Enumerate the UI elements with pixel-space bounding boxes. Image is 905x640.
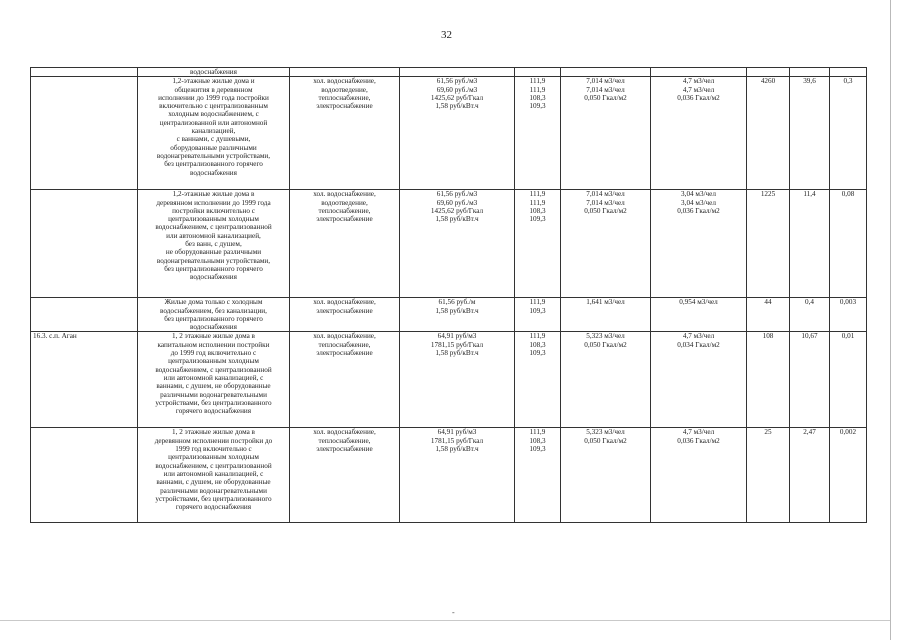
page-bottom-edge xyxy=(0,620,890,621)
services-cell xyxy=(290,332,400,428)
norm-cell-2 xyxy=(651,77,747,190)
cell-line: централизованным холодным xyxy=(168,453,259,462)
cell-line: 1,2-этажные жилые дома и xyxy=(172,77,255,86)
value-cell-2: 10,67 xyxy=(790,332,830,428)
settlement-cell: 16.3. с.п. Аган xyxy=(31,332,138,428)
cell-line: капитальном исполнении постройки xyxy=(157,340,270,349)
cell-line: водоснабжением, с централизованной xyxy=(155,365,272,374)
value-cell-3: 0,002 xyxy=(830,428,867,523)
cell-line: 109,3 xyxy=(529,349,546,358)
cell-line: 111,9 xyxy=(529,85,546,94)
cell-line: 7,014 м3/чел xyxy=(586,77,625,86)
cell-line: 108,3 xyxy=(529,206,546,215)
value-cell-1: 1225 xyxy=(747,190,790,298)
table-row xyxy=(31,298,867,332)
value-cell-1: 25 xyxy=(747,428,790,523)
cell-line: деревянном исполнении постройки до xyxy=(154,436,273,445)
cell-line: горячего водоснабжения xyxy=(175,407,252,416)
settlement-cell xyxy=(31,428,138,523)
cell-line: 64,91 руб/м3 xyxy=(437,332,477,341)
index-cell xyxy=(515,190,561,298)
settlement-cell xyxy=(31,68,138,77)
settlement-cell xyxy=(31,190,138,298)
cell-line: 69,60 руб./м3 xyxy=(436,85,478,94)
cell-line: 3,04 м3/чел xyxy=(681,190,716,199)
cell-line: или автономной канализацией, с xyxy=(163,373,264,382)
services-cell xyxy=(290,428,400,523)
cell-line: водонагревательными устройствами, xyxy=(156,256,271,265)
cell-line: водоотведение, xyxy=(321,85,368,94)
building-type-cell xyxy=(138,428,290,523)
norm-cell-1 xyxy=(561,428,651,523)
cell-line: 0,050 Гкал/м2 xyxy=(584,436,627,445)
cell-line: 1, 2 этажные жилые дома в xyxy=(172,428,255,437)
value-cell-2: 39,6 xyxy=(790,77,830,190)
cell-line: хол. водоснабжение, xyxy=(313,298,376,307)
tariffs-cell xyxy=(400,332,515,428)
table-row xyxy=(31,190,867,298)
cell-line: без централизованного горячего xyxy=(164,264,263,273)
cell-line: горячего водоснабжения xyxy=(175,503,252,512)
header-fragment-row xyxy=(31,68,867,77)
cell-line: постройки включительно с xyxy=(172,206,255,215)
cell-line: 69,60 руб./м3 xyxy=(436,198,478,207)
settlement-cell xyxy=(31,77,138,190)
tariffs-cell xyxy=(400,298,515,332)
cell-line: 4,7 м3/чел xyxy=(682,428,715,437)
cell-line: 1425,62 руб/Гкал xyxy=(430,206,484,215)
norm-cell-1 xyxy=(561,332,651,428)
cell-line: 1425,62 руб/Гкал xyxy=(430,93,484,102)
cell-line: централизованной или автономной xyxy=(159,118,268,127)
building-type-cell xyxy=(138,298,290,332)
value-cell-1: 108 xyxy=(747,332,790,428)
scan-mark: - xyxy=(452,608,455,617)
cell-line: устройствами, без централизованного xyxy=(155,398,272,407)
settlement-cell xyxy=(31,298,138,332)
cell-line: 5,323 м3/чел xyxy=(586,332,625,341)
header-fragment: водоснабжения xyxy=(138,68,290,77)
norm-cell-1 xyxy=(561,190,651,298)
index-cell xyxy=(515,298,561,332)
norm-cell-2 xyxy=(651,190,747,298)
cell-line: 1, 2 этажные жилые дома в xyxy=(172,332,255,341)
cell-line: холодным водоснабжением, с xyxy=(168,110,259,119)
cell-line: без ванн, с душем, xyxy=(185,240,242,249)
cell-line: не оборудованные различными xyxy=(165,248,262,257)
cell-line: 1999 год включительно с xyxy=(175,445,252,454)
cell-line: электроснабжение xyxy=(316,445,373,454)
cell-line: хол. водоснабжение, xyxy=(313,190,376,199)
cell-line: или автономной канализацией, xyxy=(166,231,261,240)
cell-line: 111,9 xyxy=(529,198,546,207)
cell-line: водоотведение, xyxy=(321,198,368,207)
cell-line: электроснабжение xyxy=(316,102,373,111)
cell-line: 0,050 Гкал/м2 xyxy=(584,93,627,102)
cell-line: водоснабжением, с централизованной xyxy=(155,223,272,232)
cell-line: ваннами, с душем, не оборудованные xyxy=(156,478,271,487)
cell-line: централизованным холодным xyxy=(168,357,259,366)
cell-line: 111,9 xyxy=(529,77,546,86)
cell-line: водоснабжением, без канализации, xyxy=(160,306,267,315)
cell-line: водоснабжения xyxy=(190,168,237,177)
cell-line: теплоснабжение, xyxy=(318,206,371,215)
cell-line: 4,7 м3/чел xyxy=(682,85,715,94)
cell-line: централизованным холодным xyxy=(168,215,259,224)
cell-line: теплоснабжение, xyxy=(318,93,371,102)
tariffs-cell xyxy=(400,77,515,190)
cell-line: 109,3 xyxy=(529,102,546,111)
cell-line: электроснабжение xyxy=(316,306,373,315)
tariffs-cell xyxy=(400,190,515,298)
value-cell-1: 4260 xyxy=(747,77,790,190)
table-row xyxy=(31,428,867,523)
cell-line: 3,04 м3/чел xyxy=(681,198,716,207)
value-cell-2: 11,4 xyxy=(790,190,830,298)
cell-line: 1,2-этажные жилые дома в xyxy=(172,190,255,199)
norm-cell-2 xyxy=(651,332,747,428)
cell-line: теплоснабжение, xyxy=(318,436,371,445)
cell-line: хол. водоснабжение, xyxy=(313,77,376,86)
norm-cell-1 xyxy=(561,298,651,332)
index-cell xyxy=(515,77,561,190)
cell-line: 1,641 м3/чел xyxy=(586,298,625,307)
value-cell-2: 2,47 xyxy=(790,428,830,523)
cell-line: 109,3 xyxy=(529,215,546,224)
cell-line: 0,036 Гкал/м2 xyxy=(677,436,720,445)
cell-line: 1781,15 руб/Гкал xyxy=(430,340,484,349)
norm-cell-2 xyxy=(651,428,747,523)
tariff-table xyxy=(30,67,867,523)
cell-line: 61,56 руб./м xyxy=(438,298,476,307)
table-row xyxy=(31,77,867,190)
cell-line: 1,58 руб/кВт.ч xyxy=(435,445,479,454)
cell-line: с ваннами, с душевыми, xyxy=(176,135,251,144)
cell-line: без централизованного горячего xyxy=(164,160,263,169)
cell-line: хол. водоснабжение, xyxy=(313,332,376,341)
cell-line: 109,3 xyxy=(529,445,546,454)
cell-line: электроснабжение xyxy=(316,215,373,224)
cell-line: 111,9 xyxy=(529,332,546,341)
value-cell-3: 0,08 xyxy=(830,190,867,298)
services-cell xyxy=(290,298,400,332)
cell-line: до 1999 год включительно с xyxy=(170,349,257,358)
tariffs-cell xyxy=(400,428,515,523)
cell-line: устройствами, без централизованного xyxy=(155,494,272,503)
norm-cell-1 xyxy=(561,77,651,190)
cell-line: 0,954 м3/чел xyxy=(679,298,718,307)
value-cell-2: 0,4 xyxy=(790,298,830,332)
cell-line: Жилые дома только с холодным xyxy=(164,298,263,307)
cell-line: водоснабжением, с централизованной xyxy=(155,461,272,470)
cell-line: без централизованного горячего xyxy=(164,314,263,323)
cell-line: 0,036 Гкал/м2 xyxy=(677,206,720,215)
cell-line: 0,050 Гкал/м2 xyxy=(584,206,627,215)
cell-line: 109,3 xyxy=(529,306,546,315)
cell-line: 1,58 руб/кВт.ч xyxy=(435,306,479,315)
norm-cell-2 xyxy=(651,298,747,332)
value-cell-3: 0,01 xyxy=(830,332,867,428)
cell-line: канализацией, xyxy=(191,127,236,136)
cell-line: 7,014 м3/чел xyxy=(586,190,625,199)
cell-line: водоснабжения xyxy=(190,273,237,282)
building-type-cell xyxy=(138,190,290,298)
table-row xyxy=(31,332,867,428)
value-cell-1: 44 xyxy=(747,298,790,332)
cell-line: водонагревательными устройствами, xyxy=(156,151,271,160)
services-cell xyxy=(290,77,400,190)
cell-line: 108,3 xyxy=(529,93,546,102)
cell-line: 4,7 м3/чел xyxy=(682,77,715,86)
cell-line: хол. водоснабжение, xyxy=(313,428,376,437)
value-cell-3: 0,3 xyxy=(830,77,867,190)
cell-line: 108,3 xyxy=(529,340,546,349)
page-edge xyxy=(890,0,891,640)
cell-line: 4,7 м3/чел xyxy=(682,332,715,341)
cell-line: 111,9 xyxy=(529,190,546,199)
cell-line: ваннами, с душем, не оборудованные xyxy=(156,382,271,391)
cell-line: 108,3 xyxy=(529,436,546,445)
cell-line: оборудованные различными xyxy=(170,143,257,152)
cell-line: 61,56 руб./м3 xyxy=(436,77,478,86)
cell-line: 0,050 Гкал/м2 xyxy=(584,340,627,349)
cell-line: 1,58 руб/кВт.ч xyxy=(435,215,479,224)
cell-line: 64,91 руб/м3 xyxy=(437,428,477,437)
building-type-cell xyxy=(138,332,290,428)
cell-line: включительно с централизованным xyxy=(159,102,268,111)
value-cell-3: 0,003 xyxy=(830,298,867,332)
cell-line: 5,323 м3/чел xyxy=(586,428,625,437)
cell-line: деревянном исполнении до 1999 года xyxy=(156,198,271,207)
cell-line: различными водонагревательными xyxy=(160,390,267,399)
cell-line: общежития в деревянном xyxy=(174,85,253,94)
cell-line: 7,014 м3/чел xyxy=(586,85,625,94)
cell-line: 61,56 руб./м3 xyxy=(436,190,478,199)
cell-line: 7,014 м3/чел xyxy=(586,198,625,207)
cell-line: 111,9 xyxy=(529,428,546,437)
index-cell xyxy=(515,428,561,523)
page-number: 32 xyxy=(441,29,452,41)
cell-line: 0,036 Гкал/м2 xyxy=(677,93,720,102)
cell-line: 0,034 Гкал/м2 xyxy=(677,340,720,349)
cell-line: исполнении до 1999 года постройки xyxy=(158,93,269,102)
cell-line: водоснабжения xyxy=(190,323,237,332)
index-cell xyxy=(515,332,561,428)
cell-line: 1781,15 руб/Гкал xyxy=(430,436,484,445)
cell-line: различными водонагревательными xyxy=(160,486,267,495)
cell-line: электроснабжение xyxy=(316,349,373,358)
cell-line: 1,58 руб/кВт.ч xyxy=(435,349,479,358)
building-type-cell xyxy=(138,77,290,190)
services-cell xyxy=(290,190,400,298)
cell-line: теплоснабжение, xyxy=(318,340,371,349)
cell-line: или автономной канализацией, с xyxy=(163,469,264,478)
cell-line: 111,9 xyxy=(529,298,546,307)
cell-line: 1,58 руб/кВт.ч xyxy=(435,102,479,111)
